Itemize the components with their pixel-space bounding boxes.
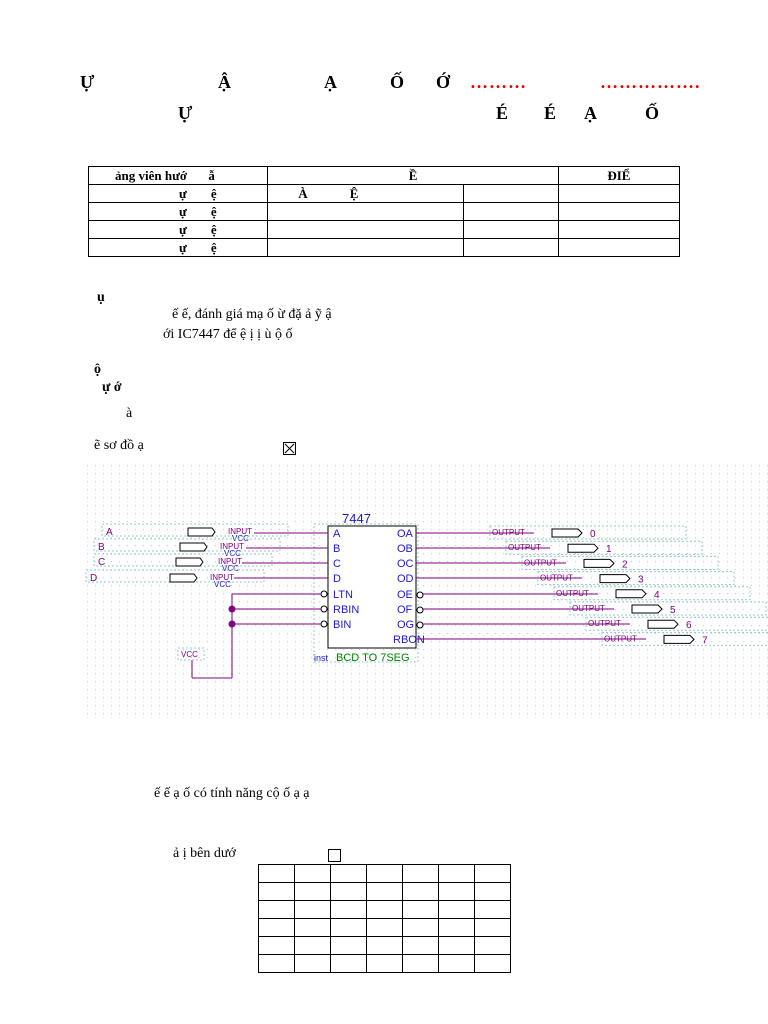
pin-bin: BIN	[333, 619, 352, 631]
input-b-label: B	[98, 542, 105, 553]
instructor-label-suffix: ẫ	[208, 167, 215, 183]
header2-char-3: É	[544, 103, 557, 123]
pin-rbin: RBIN	[333, 604, 360, 616]
input-d-label: D	[90, 573, 98, 584]
section2-item: à	[126, 406, 133, 421]
chip-name: 7447	[342, 511, 371, 526]
output-pin-icon	[600, 575, 630, 583]
table-row	[259, 865, 511, 883]
dot-grid	[84, 462, 768, 720]
output-pin-icon	[616, 590, 646, 598]
output-number: 5	[670, 605, 676, 616]
input-tag: INPUT	[228, 527, 252, 536]
header-dots-2: …………….	[600, 72, 701, 92]
input-a-label: A	[106, 527, 113, 538]
output-tag: OUTPUT	[508, 543, 541, 553]
header-dots-1: ………	[470, 72, 527, 92]
output-tag: OUTPUT	[492, 528, 525, 537]
output-pin-icon	[584, 559, 614, 567]
vcc-tag: VCC	[232, 534, 249, 543]
score-header: ĐIỂ	[558, 167, 679, 185]
table-row	[259, 901, 511, 919]
table-row	[259, 937, 511, 955]
bubble-og	[417, 622, 423, 628]
output-tag: OUTPUT	[540, 573, 573, 583]
header2-char-2: É	[496, 103, 509, 123]
topic-cell-a: À	[298, 185, 308, 201]
vcc-source-label: VCC	[181, 650, 198, 659]
section4-line: ả ị bên dướ	[173, 846, 236, 861]
output-number: 7	[702, 635, 708, 647]
table-row	[89, 239, 680, 257]
pin-b: B	[333, 543, 341, 555]
junction-dot	[229, 606, 236, 613]
topic-header: Ề	[268, 167, 558, 185]
output-pin-icon	[552, 529, 582, 537]
table-row	[89, 203, 680, 221]
input-tag: INPUT	[220, 542, 244, 551]
bubble-of	[417, 607, 423, 613]
header-char-1: Ự	[80, 72, 95, 92]
header2-char-5: Ố	[645, 103, 660, 123]
output-pin-icon	[648, 620, 678, 628]
table-row	[89, 167, 680, 185]
section1-line2: ới IC7447 để ệ ị ị ù ộ ố	[163, 327, 293, 342]
section2-sub: ự ớ	[102, 380, 122, 395]
checkbox-icon[interactable]	[328, 846, 341, 864]
input-c-label: C	[98, 557, 106, 568]
table-row	[259, 955, 511, 973]
bubble-ltn	[321, 591, 327, 597]
output-tag: OUTPUT	[604, 634, 637, 644]
header-char-2: Ậ	[218, 72, 231, 92]
pin-ob: OB	[397, 543, 413, 555]
grade-table	[88, 166, 680, 257]
output-pin-icon	[664, 635, 694, 643]
output-number: 6	[686, 620, 692, 632]
pin-oc: OC	[397, 558, 414, 570]
student-label: ự	[179, 221, 187, 237]
output-tag: OUTPUT	[572, 604, 605, 613]
output-tag: OUTPUT	[588, 619, 621, 629]
bubble-bin	[321, 621, 327, 627]
pin-c: C	[333, 558, 341, 570]
header-char-4: Ố	[390, 72, 405, 92]
table-row	[259, 919, 511, 937]
junction-dot	[229, 621, 236, 628]
vcc-tag: VCC	[224, 549, 241, 558]
input-tag: INPUT	[210, 573, 234, 582]
pin-rbon: RBON	[393, 634, 425, 646]
bubble-rbin	[321, 606, 327, 612]
pin-oa: OA	[397, 528, 413, 540]
student-label: ự	[179, 203, 187, 219]
bubble-oe	[417, 592, 423, 598]
pin-of: OF	[397, 604, 413, 616]
chip-footer: BCD TO 7SEG	[336, 652, 410, 664]
schematic-label: ẽ sơ đồ ạ	[94, 438, 144, 453]
output-number: 1	[606, 544, 612, 556]
pin-oe: OE	[397, 589, 413, 601]
pin-od: OD	[397, 573, 414, 585]
circuit-schematic	[84, 462, 768, 720]
student-label: ự	[179, 239, 187, 255]
output-number: 0	[590, 529, 596, 540]
instructor-label: ảng viên hướ	[115, 167, 188, 183]
pin-a: A	[333, 528, 341, 540]
section2-title: ộ	[94, 362, 101, 377]
table-row	[259, 883, 511, 901]
output-tag: OUTPUT	[556, 588, 589, 598]
header-char-3: Ạ	[324, 72, 337, 92]
vcc-tag: VCC	[214, 580, 231, 589]
output-tag: OUTPUT	[524, 558, 557, 568]
student-label-b: ệ	[210, 239, 217, 255]
chip-inst: inst	[314, 653, 329, 663]
output-pin-icon	[632, 605, 662, 613]
header-char-5: Ớ	[436, 72, 451, 92]
output-pin-icon	[568, 544, 598, 552]
student-label-b: ệ	[210, 203, 217, 219]
table-row	[89, 221, 680, 239]
student-label-b: ệ	[210, 221, 217, 237]
student-label-b: ệ	[210, 185, 217, 201]
student-label: ự	[179, 185, 187, 201]
output-number: 4	[654, 589, 660, 601]
output-number: 3	[638, 574, 644, 586]
section1-title: ụ	[97, 290, 105, 305]
header2-char-4: Ạ	[584, 103, 597, 123]
header2-char-1: Ự	[178, 103, 193, 123]
table-row	[89, 185, 680, 203]
output-number: 2	[622, 559, 628, 571]
section1-line1: ế ế, đánh giá mạ ố ừ đặ ả ỹ ậ	[172, 307, 332, 322]
pin-d: D	[333, 573, 341, 585]
checked-box-icon[interactable]	[283, 439, 296, 457]
input-tag: INPUT	[218, 557, 242, 566]
section3-line: ế ế ạ ố có tính năng cộ ố ạ ạ	[154, 786, 310, 801]
truth-table	[258, 864, 511, 973]
vcc-tag: VCC	[222, 564, 239, 573]
pin-ltn: LTN	[333, 589, 353, 601]
topic-cell-b: Ệ	[349, 185, 359, 201]
pin-og: OG	[397, 619, 415, 631]
